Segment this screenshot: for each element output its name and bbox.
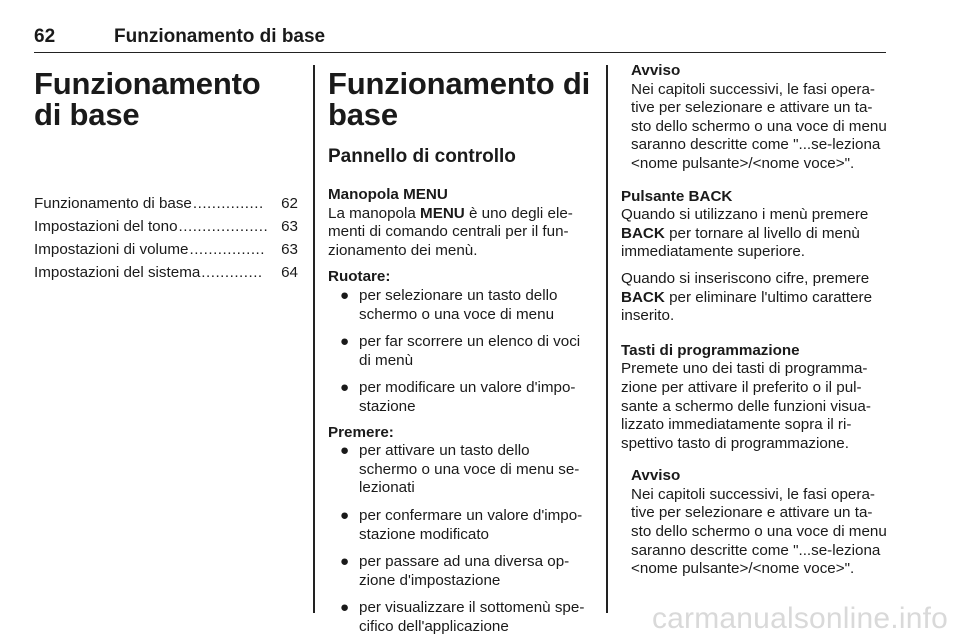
list-item: ● per confermare un valore d'impo-stazione modificato [340,506,583,543]
note-text: Nei capitoli successivi, le fasi opera-tive per selezionare e attivare un ta-sto dello schermo o una voce di menu saranno descritte come "...se-leziona <nome pulsante>/<nome voce>". [631,485,887,578]
toc-entry[interactable]: Impostazioni del sistema ............. 64 [34,261,298,284]
header-title: Funzionamento di base [114,26,326,47]
toc-column [34,62,298,284]
back-paragraph: Quando si inseriscono cifre, premere BACK per eliminare l'ultimo carattere inserito. [621,269,873,325]
column-divider [606,65,608,613]
note-title: Avviso [631,62,681,79]
list-item: ● per visualizzare il sottomenù spe-cifico dell'applicazione [340,599,585,635]
list-item: ● per selezionare un tasto dello schermo o una voce di menu [340,286,558,323]
press-list [328,442,591,636]
right-column [621,62,887,579]
press-label: Premere: [328,423,394,441]
note-box [621,467,887,579]
toc-entry[interactable]: Impostazioni di volume ................ 63 [34,238,298,261]
back-heading: Pulsante BACK [621,187,733,205]
toc-page: 63 [281,241,298,258]
toc-page: 62 [281,195,298,212]
page-header [34,26,886,53]
menu-heading: Manopola MENU [328,186,448,203]
list-item: ● per modificare un valore d'impo-stazione [340,379,576,415]
note-title: Avviso [631,467,681,485]
note-box [621,62,887,174]
list-item: ● per attivare un tasto dello schermo o una voce di menu se-lezionati [340,442,580,497]
main-column [328,62,591,643]
section-subtitle: Pannello di controllo [328,146,516,167]
column-divider [313,65,315,613]
rotate-label: Ruotare: [328,268,391,286]
watermark: carmanualsonline.info [651,602,948,635]
note-text: Nei capitoli successivi, le fasi opera-tive per selezionare e attivare un ta-sto dello schermo o una voce di menu saranno descritte come "...se-leziona <nome pulsante>/<nome voce>". [631,80,887,172]
prog-heading: Tasti di programmazione [621,341,800,359]
back-paragraph: Quando si utilizzano i menù premere BACK per tornare al livello di menù immediatamente superiore. [621,206,869,261]
toc-page: 64 [281,264,298,281]
toc-entry[interactable]: Impostazioni del tono ................... 63 [34,215,298,238]
toc-title: Funzionamento di base [34,66,261,132]
toc-page: 63 [281,218,298,235]
list-item: ● per far scorrere un elenco di voci di menù [340,333,581,369]
rotate-list [328,287,591,417]
menu-paragraph: La manopola MENU è uno degli ele-menti di comando centrali per il fun-zionamento dei menù. [328,204,573,259]
section-title: Funzionamento di base [328,66,590,132]
toc-entry[interactable]: Funzionamento di base ............... 62 [34,192,298,215]
page-number: 62 [34,26,56,47]
list-item: ● per passare ad una diversa op-zione d'impostazione [340,553,570,589]
prog-paragraph: Premete uno dei tasti di programma-zione per attivare il preferito o il pul-sante a schermo delle funzioni visua-lizzato immediatamente sopra il ri-spettivo tasto di programmazione. [621,360,871,452]
toc-list [34,192,298,284]
